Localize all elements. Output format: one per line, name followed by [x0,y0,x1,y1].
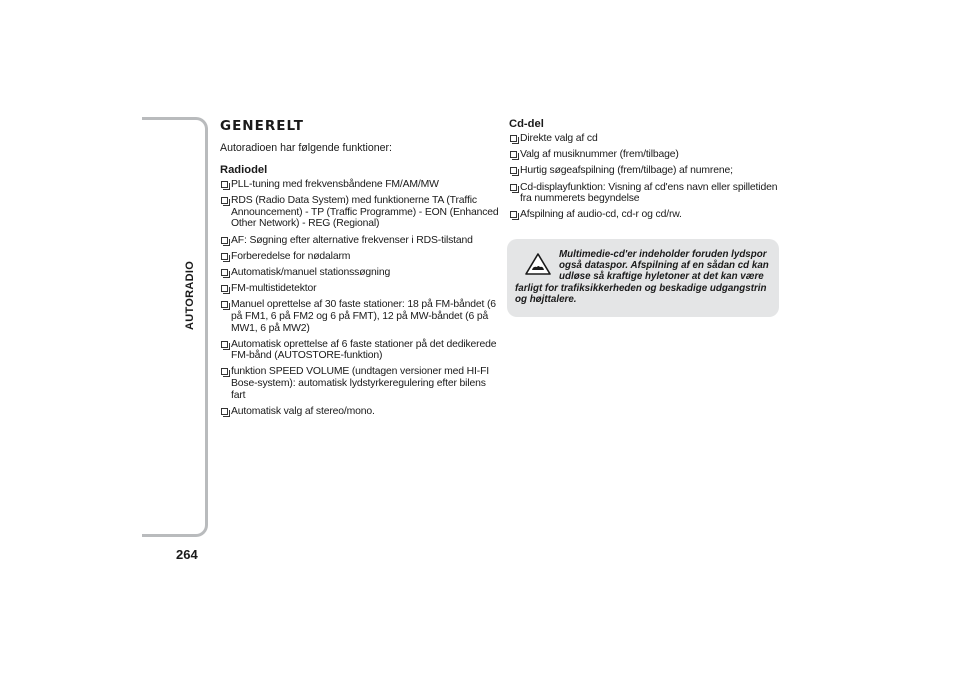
bullet-box-icon [510,211,517,218]
radio-feature-list [220,179,500,417]
bullet-box-icon [221,285,228,292]
bullet-box-icon [221,197,228,204]
bullet-box-icon [221,368,228,375]
bullet-box-icon [510,151,517,158]
list-item: Afspilning af audio-cd, cd-r og cd/rw. [509,209,781,221]
list-item: Manuel oprettelse af 30 faste stationer: 18 på FM-båndet (6 på FM1, 6 på FM2 og 6 på FMT), 12 på MW-båndet (6 på MW1, 6 på MW2) [220,299,500,334]
bullet-box-icon [221,253,228,260]
warning-box [507,239,779,317]
list-item: Hurtig søgeafspilning (frem/tilbage) af numrene; [509,165,781,177]
bullet-box-icon [221,237,228,244]
list-item: Automatisk valg af stereo/mono. [220,406,500,418]
page-number: 264 [176,547,198,562]
bullet-box-icon [510,167,517,174]
list-item: Automatisk/manuel stationssøgning [220,267,500,279]
list-item: Forberedelse for nødalarm [220,251,500,263]
list-item: Direkte valg af cd [509,133,781,145]
intro-text: Autoradioen har følgende funktioner: [220,142,392,154]
left-column [220,118,500,422]
list-item: funktion SPEED VOLUME (undtagen versioner med HI-FI Bose-system): automatisk lydstyrkeregulering efter bilens fart [220,366,500,401]
bullet-box-icon [221,341,228,348]
bullet-box-icon [510,184,517,191]
list-item: Cd-displayfunktion: Visning af cd'ens navn eller spilletiden fra nummerets begyndelse [509,182,781,205]
bullet-box-icon [510,135,517,142]
bullet-box-icon [221,181,228,188]
list-item: PLL-tuning med frekvensbåndene FM/AM/MW [220,179,500,191]
radio-section-title: Radiodel [220,164,268,176]
list-item: FM-multistidetektor [220,283,500,295]
margin-frame [142,117,208,537]
list-item: Valg af musiknummer (frem/tilbage) [509,149,781,161]
list-item: Automatisk oprettelse af 6 faste stationer på det dedikerede FM-bånd (AUTOSTORE-funktion) [220,339,500,362]
warning-text: Multimedie-cd'er indeholder foruden lydspor også dataspor. Afspilning af en sådan cd kan udløse så kraftige hyletoner at det kan være farligt for trafiksikkerheden og beskadige udgangstrin og højttalere. [515,249,769,305]
section-heading: GENERELT [220,118,305,134]
bullet-box-icon [221,408,228,415]
list-item: AF: Søgning efter alternative frekvenser i RDS-tilstand [220,235,500,247]
right-column [509,118,781,226]
cd-section-title: Cd-del [509,118,544,130]
cd-feature-list [509,133,781,221]
list-item: RDS (Radio Data System) med funktionerne TA (Traffic Announcement) - TP (Traffic Programme) - EON (Enhanced Other Network) - REG (Regional) [220,195,500,230]
bullet-box-icon [221,301,228,308]
chapter-label: AUTORADIO [184,260,196,330]
bullet-box-icon [221,269,228,276]
